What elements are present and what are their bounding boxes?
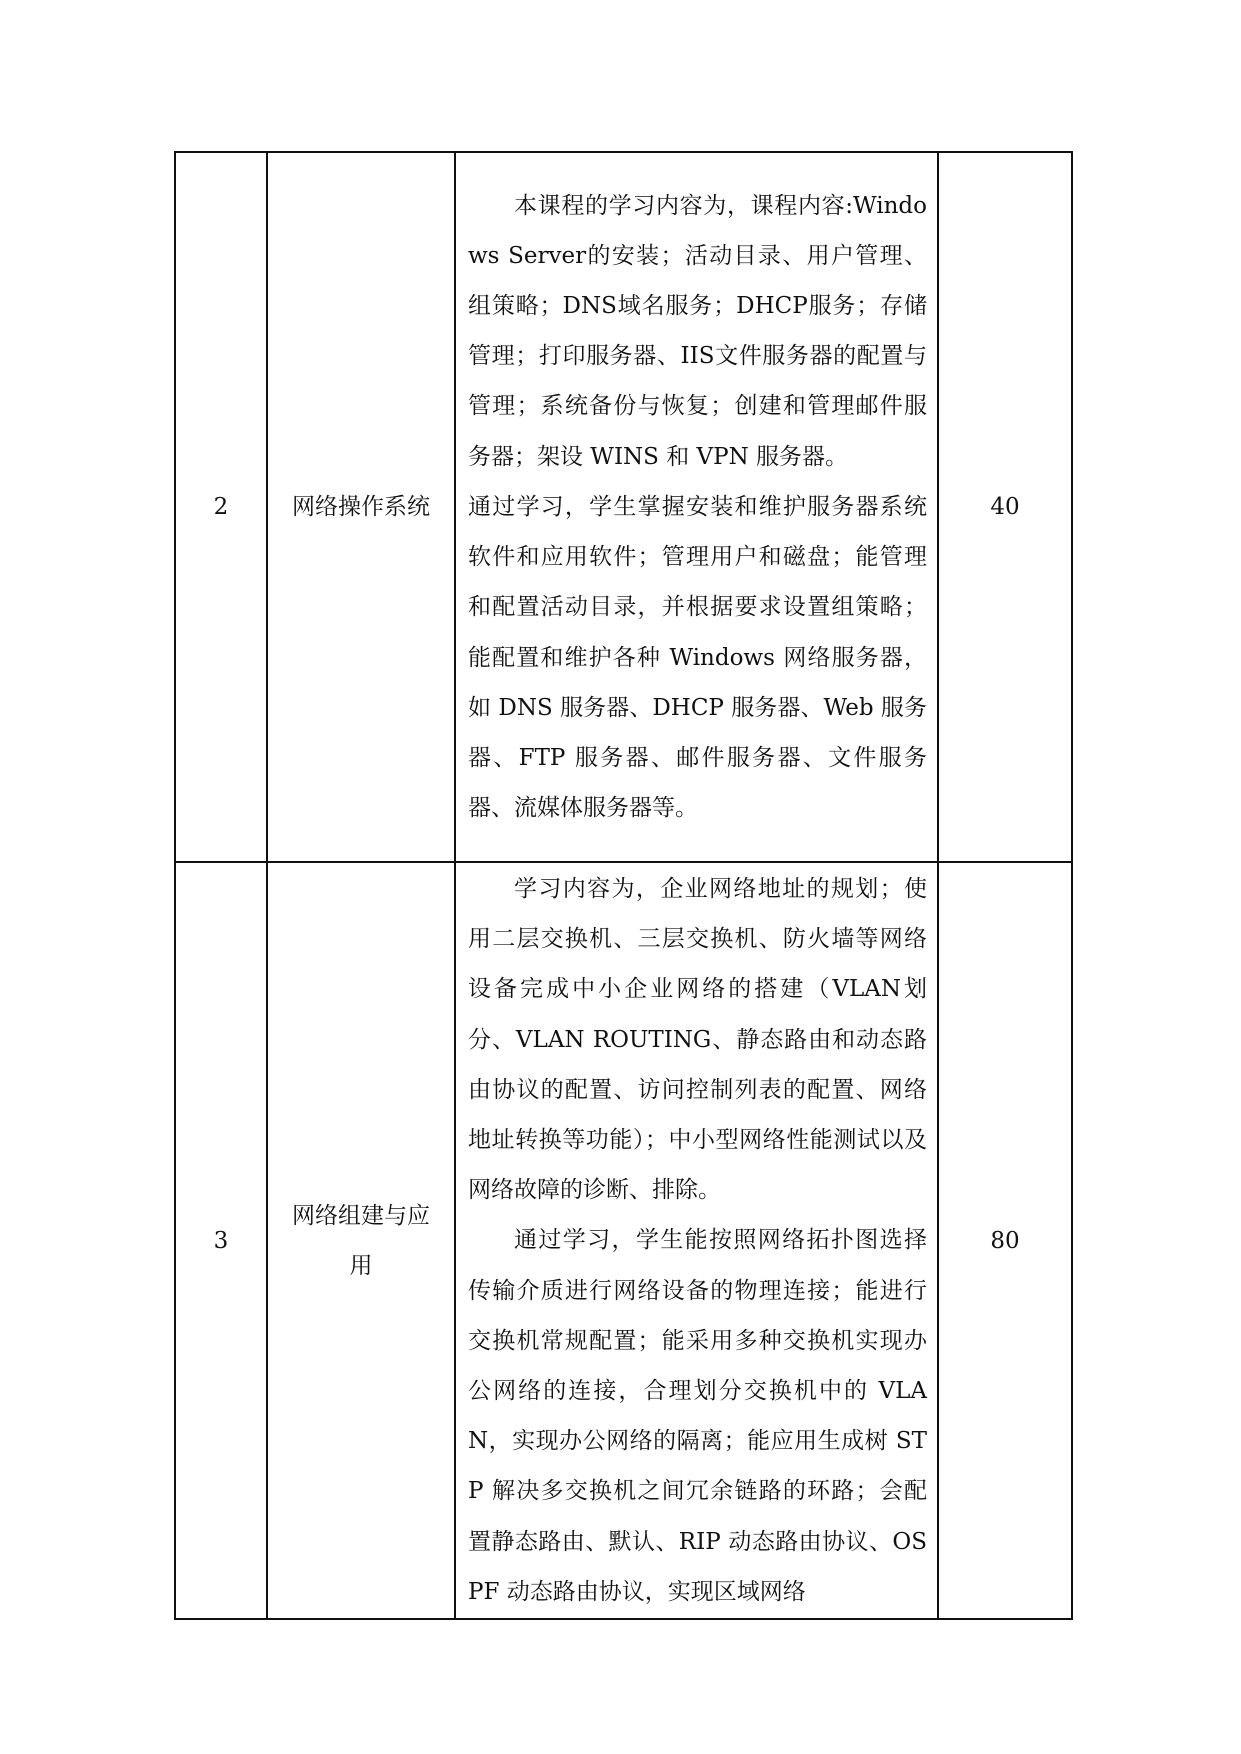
course-name: 网络操作系统 [267, 152, 455, 862]
table-row [175, 152, 1072, 862]
course-table [174, 151, 1073, 1620]
content-paragraph: 通过学习，学生能按照网络拓扑图选择传输介质进行网络设备的物理连接；能进行交换机常规配置；能采用多种交换机实现办公网络的连接，合理划分交换机中的 VLAN，实现办公网络的隔离；能应用生成树 STP 解决多交换机之间冗余链路的环路；会配置静态路由、默认、RIP 动态路由协议、OSPF 动态路由协议，实现区域网络 [468, 1227, 927, 1605]
course-hours: 80 [938, 862, 1072, 1619]
content-paragraph: 通过学习，学生掌握安装和维护服务器系统软件和应用软件；管理用户和磁盘；能管理和配置活动目录，并根据要求设置组策略；能配置和维护各种 Windows 网络服务器，如 DNS 服务器、DHCP 服务器、Web 服务器、FTP 服务器、邮件服务器、文件服务器、流媒体服务器等。 [468, 493, 927, 822]
course-number: 3 [175, 862, 267, 1619]
table-row [175, 862, 1072, 1619]
course-name: 网络组建与应用 [267, 862, 455, 1619]
course-hours: 40 [938, 152, 1072, 862]
course-content [455, 152, 938, 862]
course-number: 2 [175, 152, 267, 862]
content-paragraph: 本课程的学习内容为，课程内容:Windows Server的安装；活动目录、用户管理、组策略；DNS域名服务；DHCP服务；存储管理；打印服务器、IIS文件服务器的配置与管理；系统备份与恢复；创建和管理邮件服务器；架设 WINS 和 VPN 服务器。 [468, 192, 927, 470]
content-paragraph: 学习内容为，企业网络地址的规划；使用二层交换机、三层交换机、防火墙等网络设备完成中小企业网络的搭建（VLAN划分、VLAN ROUTING、静态路由和动态路由协议的配置、访问控制列表的配置、网络地址转换等功能）；中小型网络性能测试以及网络故障的诊断、排除。 [468, 875, 927, 1204]
course-content [455, 862, 938, 1619]
